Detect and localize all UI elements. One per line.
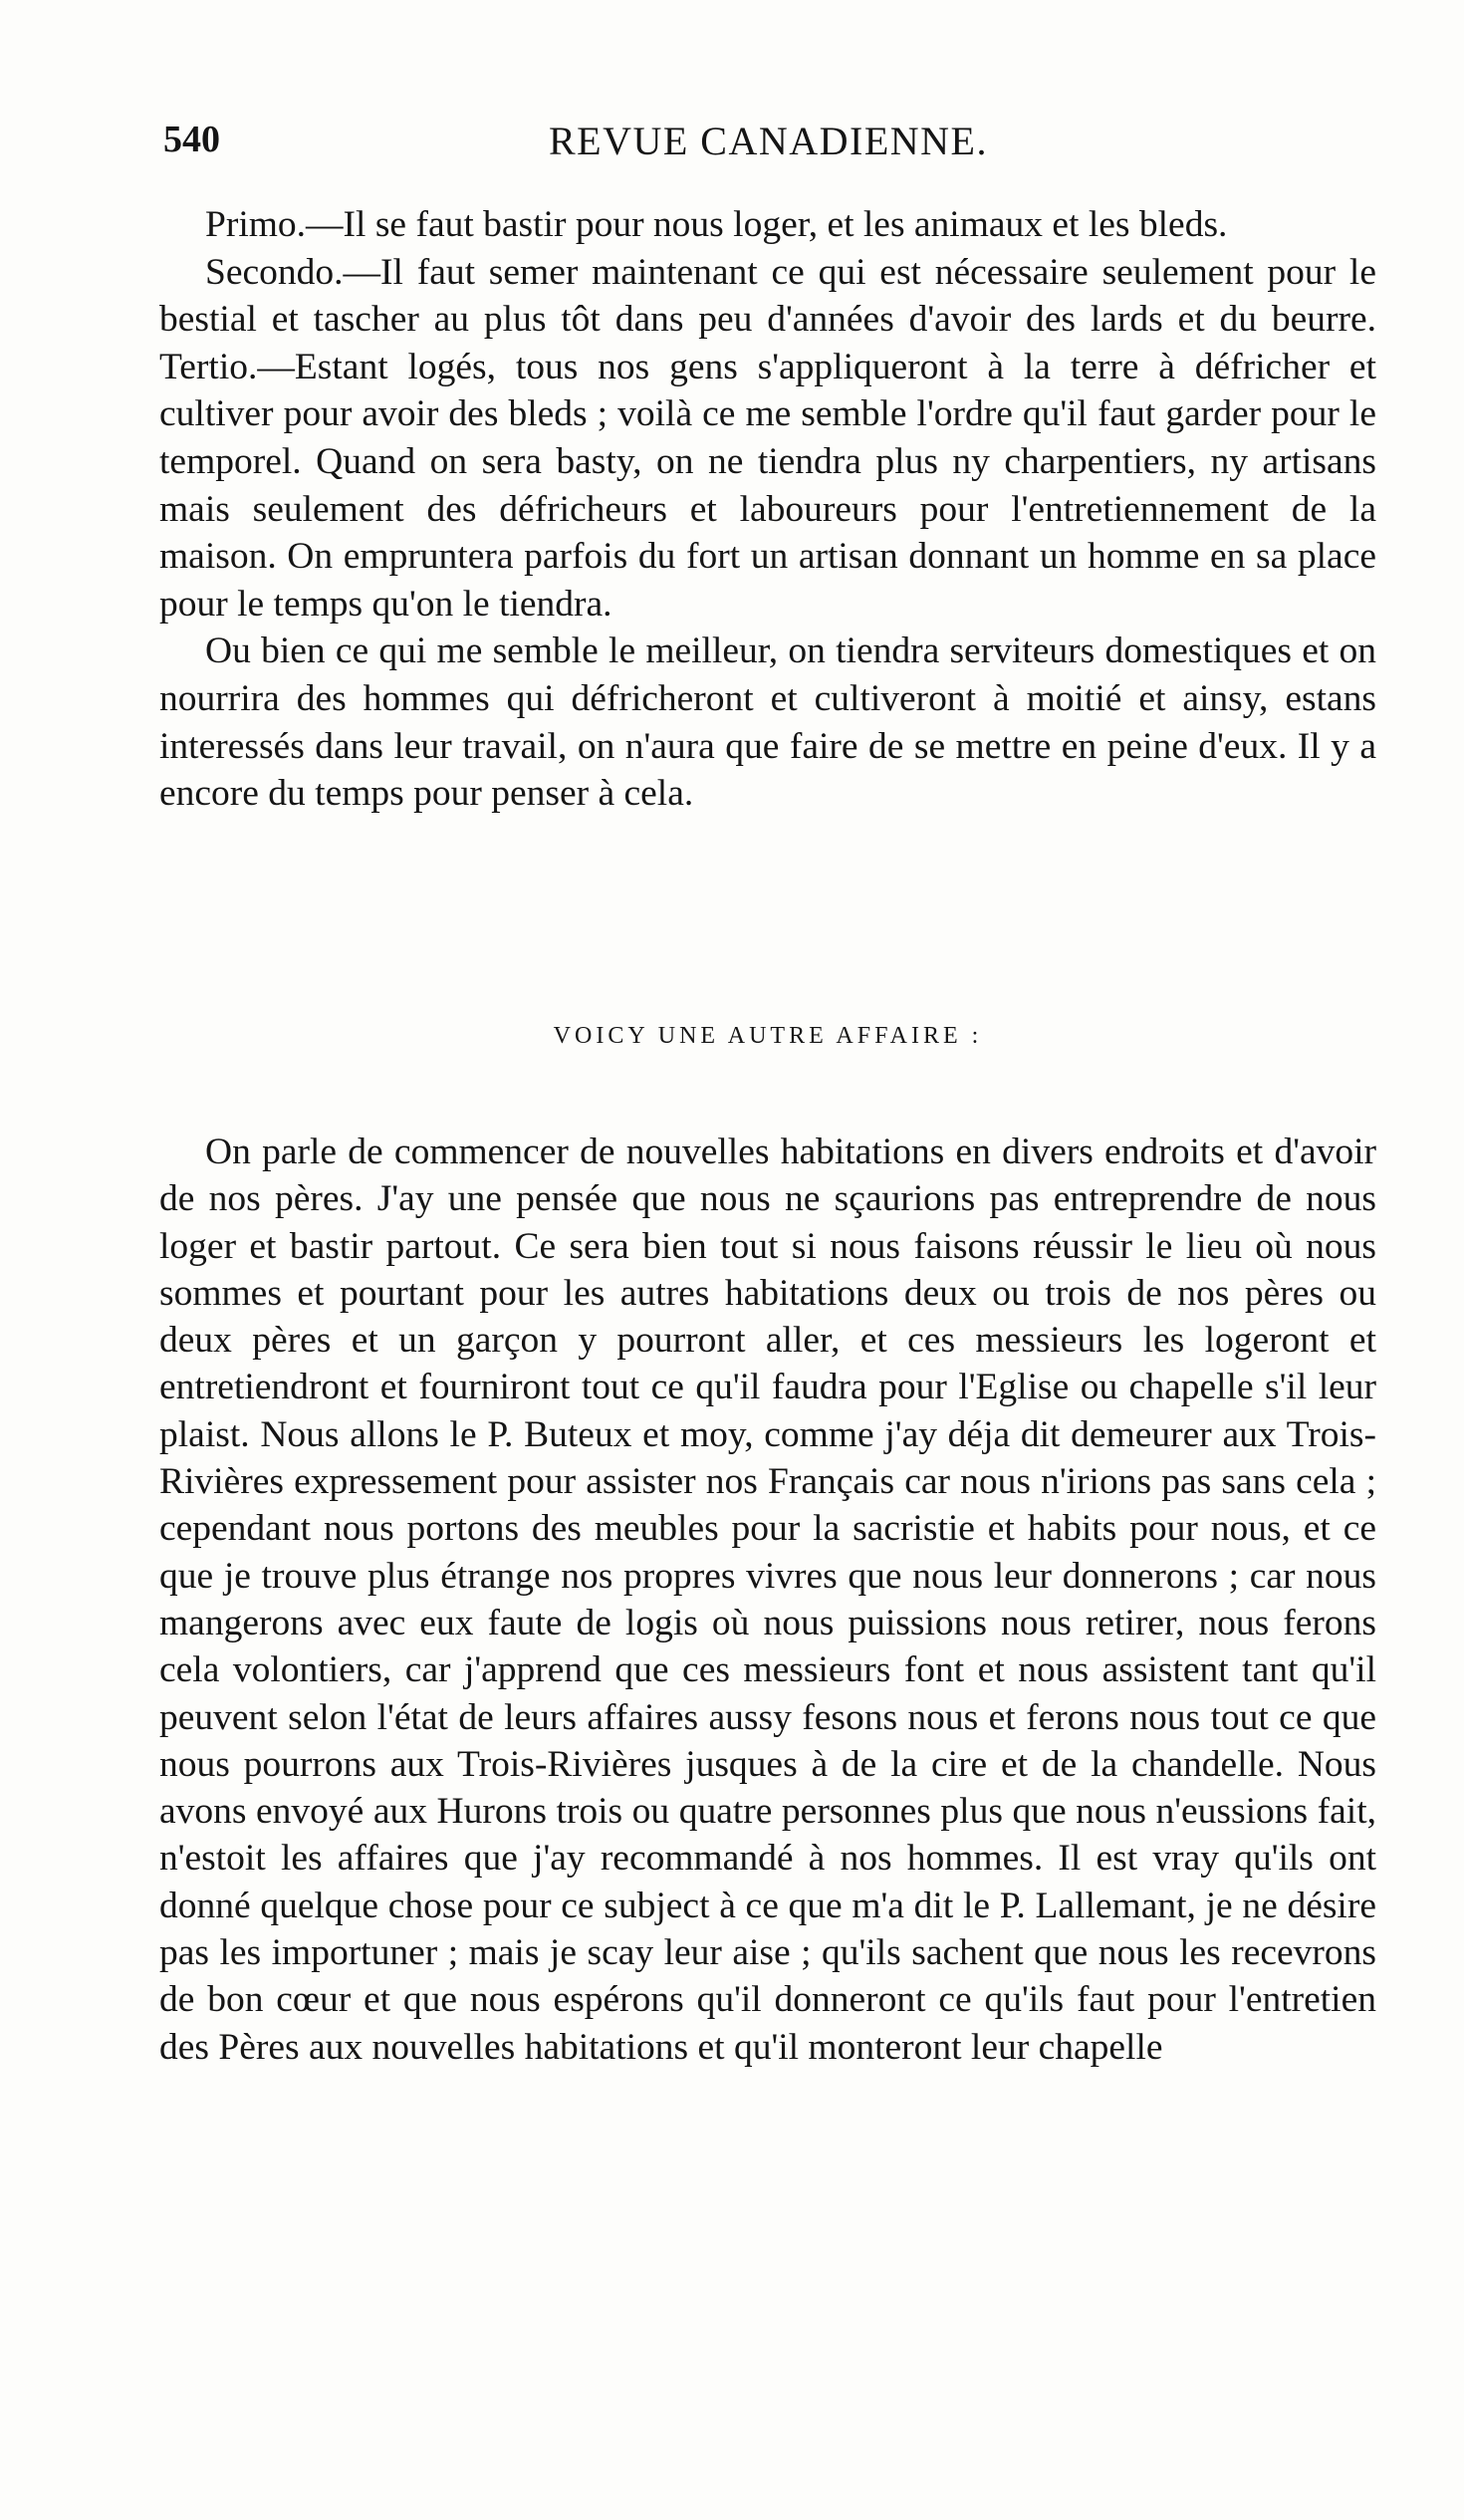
paragraph-ou-bien: Ou bien ce qui me semble le meilleur, on tiendra serviteurs domestiques et on nourrira des hommes qui défricheront et cultiveront à moitié et ainsy, estans interessés dans leur travail, on n'aura que faire de se mettre en peine d'eux. Il y a encore du temps pour penser à cela. — [159, 630, 1376, 815]
paragraph-secondo: Secondo.—Il faut semer maintenant ce qui est nécessaire seulement pour le bestial et tascher au plus tôt dans peu d'années d'avoir des lards et du beurre. Tertio.—Estant logés, tous nos gens s'appliqueront à la terre à défricher et cultiver pour avoir des bleds ; voilà ce me semble l'ordre qu'il faut garder pour le temporel. Quand on sera basty, on ne tiendra plus ny charpentiers, ny artisans mais seulement des défricheurs et laboureurs pour l'entretiennement de la maison. On empruntera parfois du fort un artisan donnant un homme en sa place pour le temps qu'on le tiendra. — [159, 251, 1376, 625]
running-title: REVUE CANADIENNE. — [548, 119, 988, 163]
page-header — [163, 118, 1373, 177]
text-block-bottom — [159, 1129, 1376, 2071]
page-number: 540 — [163, 119, 220, 160]
section-heading: VOICY UNE AUTRE AFFAIRE : — [553, 1023, 983, 1049]
paragraph-primo: Primo.—Il se faut bastir pour nous loger, et les animaux et les bleds. — [205, 204, 1228, 245]
paragraph-on-parle: On parle de commencer de nouvelles habitations en divers endroits et d'avoir de nos pères. J'ay une pensée que nous ne sçaurions pas entreprendre de nous loger et bastir partout. Ce sera bien tout si nous faisons réussir le lieu où nous sommes et pourtant pour les autres habitations deux ou trois de nos pères ou deux pères et un garçon y pourront aller, et ces messieurs les logeront et entretiendront et fourniront tout ce qu'il faudra pour l'Eglise ou chapelle s'il leur plaist. Nous allons le P. Buteux et moy, comme j'ay déja dit demeurer aux Trois-Rivières expressement pour assister nos Français car nous n'irions pas sans cela ; cependant nous portons des meubles pour la sacristie et habits pour nous, et ce que je trouve plus étrange nos propres vivres que nous leur donnerons ; car nous mangerons avec eux faute de logis où nous puissions nous retirer, nous ferons cela volontiers, car j'apprend que ces messieurs font et nous assistent tant qu'il peuvent selon l'état de leurs affaires aussy fesons nous et ferons nous tout ce que nous pourrons aux Trois-Rivières jusques à de la cire et de la chandelle. Nous avons envoyé aux Hurons trois ou quatre personnes plus que nous n'eussions fait, n'estoit les affaires que j'ay recommandé à nos hommes. Il est vray qu'ils ont donné quelque chose pour ce subject à ce que m'a dit le P. Lallemant, je ne désire pas les importuner ; mais je scay leur aise ; qu'ils sachent que nous les recevrons de bon cœur et que nous espérons qu'il donneront ce qu'ils faut pour l'entretien des Pères aux nouvelles habitations et qu'il monteront leur chapelle — [159, 1132, 1376, 2068]
text-block-top — [159, 201, 1376, 818]
